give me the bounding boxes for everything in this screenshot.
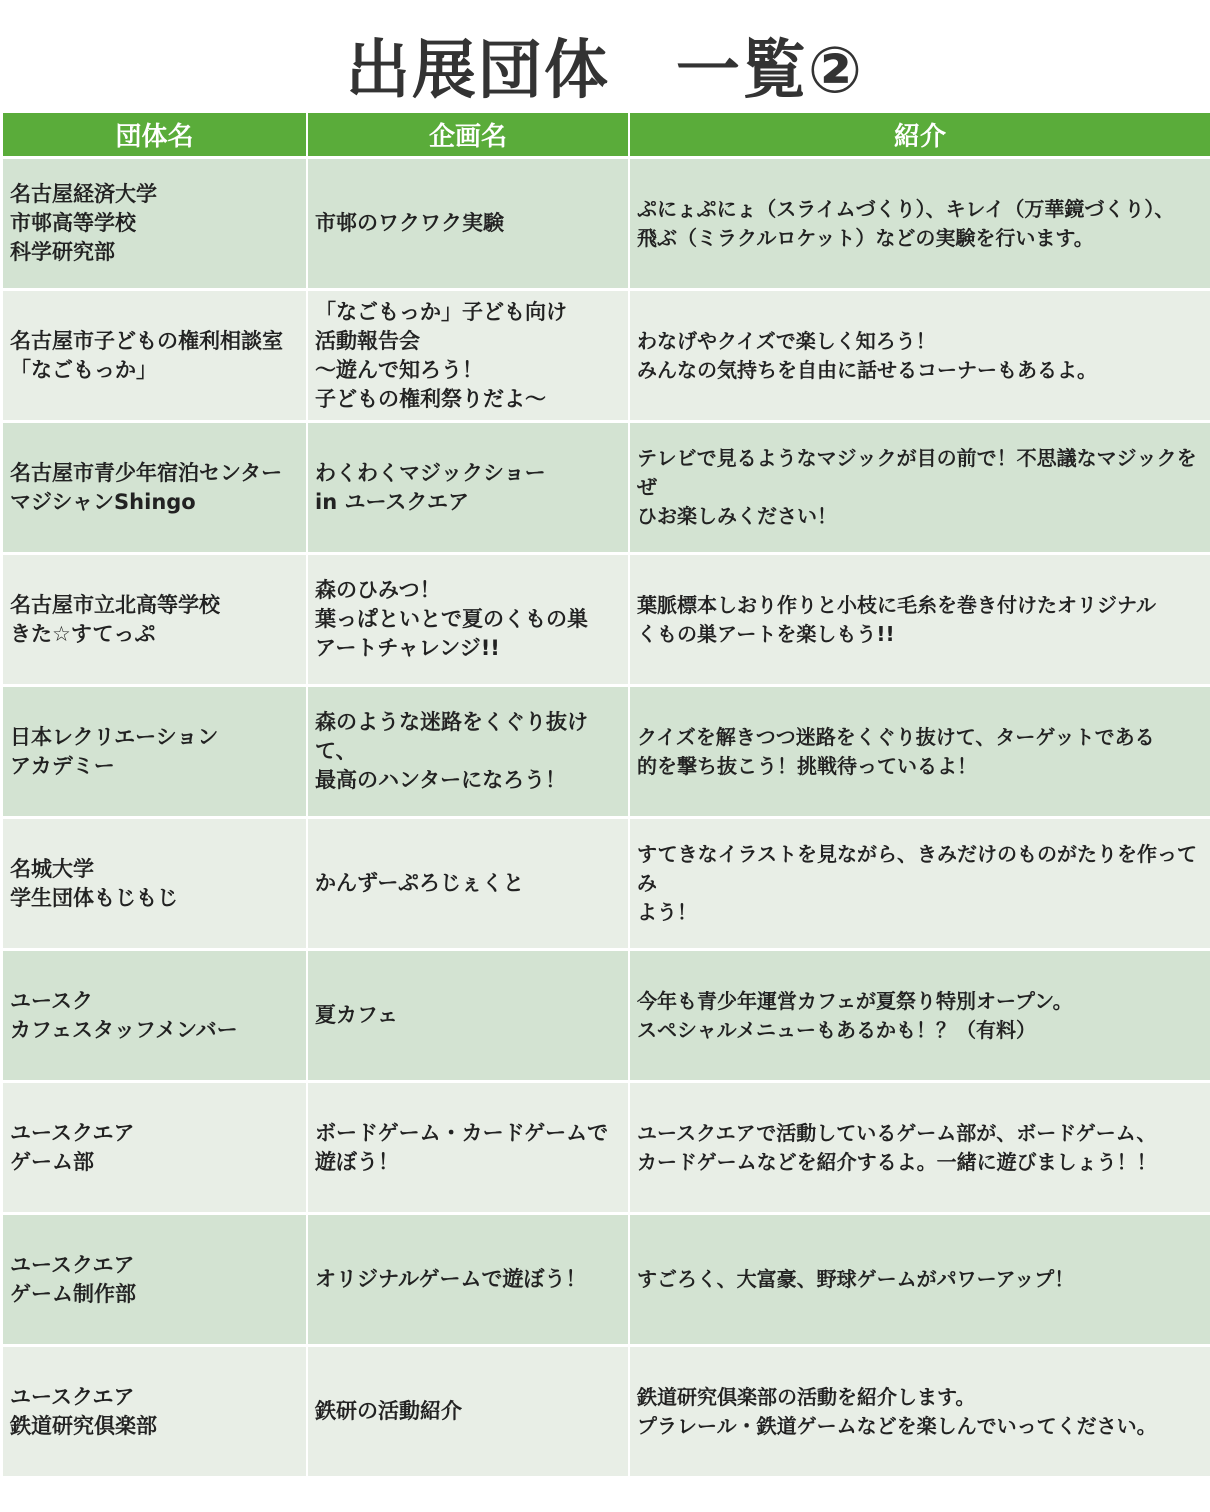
table-row [3,1083,1210,1212]
page-title: 出展団体 一覧② [345,34,865,108]
introduction-cell: テレビで見るようなマジックが目の前で！不思議なマジックをぜ ひお楽しみください！ [630,423,1210,552]
project-name-cell: わくわくマジックショー in ユースクエア [308,423,630,552]
introduction-cell: 鉄道研究倶楽部の活動を紹介します。 プラレール・鉄道ゲームなどを楽しんでいってください。 [630,1347,1210,1476]
table-row [3,1215,1210,1344]
project-name-cell: 「なごもっか」子ども向け 活動報告会 ～遊んで知ろう！ 子どもの権利祭りだよ～ [308,291,630,420]
project-name-cell: 森のような迷路をくぐり抜けて、 最高のハンターになろう！ [308,687,630,816]
table-header [3,113,1210,159]
project-name-cell: かんずーぷろじぇくと [308,819,630,948]
introduction-cell: ユースクエアで活動しているゲーム部が、ボードゲーム、 カードゲームなどを紹介するよ。一緒に遊びましょう！！ [630,1083,1210,1212]
project-name-cell: ボードゲーム・カードゲームで 遊ぼう！ [308,1083,630,1212]
group-name-cell: ユースクエア ゲーム部 [3,1083,308,1212]
group-name-cell: ユースク カフェスタッフメンバー [3,951,308,1080]
introduction-cell: すてきなイラストを見ながら、きみだけのものがたりを作ってみ よう！ [630,819,1210,948]
table-row [3,555,1210,684]
project-name-cell: 森のひみつ！ 葉っぱといとで夏のくもの巣 アートチャレンジ!! [308,555,630,684]
introduction-cell: わなげやクイズで楽しく知ろう！ みんなの気持ちを自由に話せるコーナーもあるよ。 [630,291,1210,420]
group-name-cell: 名古屋市立北高等学校 きた☆すてっぷ [3,555,308,684]
project-name-cell: 市邨のワクワク実験 [308,159,630,288]
table-body [3,159,1210,1479]
project-name-cell: 夏カフェ [308,951,630,1080]
table-row [3,819,1210,948]
group-name-cell: 名古屋市子どもの権利相談室 「なごもっか」 [3,291,308,420]
group-name-cell: 日本レクリエーション アカデミー [3,687,308,816]
table-row [3,687,1210,816]
group-name-cell: ユースクエア ゲーム制作部 [3,1215,308,1344]
table-row [3,1347,1210,1476]
table-row [3,951,1210,1080]
project-name-cell: 鉄研の活動紹介 [308,1347,630,1476]
introduction-cell: すごろく、大富豪、野球ゲームがパワーアップ！ [630,1215,1210,1344]
group-name-cell: 名古屋市青少年宿泊センター マジシャンShingo [3,423,308,552]
table-row [3,159,1210,288]
table-row [3,423,1210,552]
project-name-cell: オリジナルゲームで遊ぼう！ [308,1215,630,1344]
header-introduction: 紹介 [630,113,1210,156]
group-name-cell: 名古屋経済大学 市邨高等学校 科学研究部 [3,159,308,288]
group-name-cell: 名城大学 学生団体もじもじ [3,819,308,948]
introduction-cell: 葉脈標本しおり作りと小枝に毛糸を巻き付けたオリジナル くもの巣アートを楽しもう!! [630,555,1210,684]
header-group-name: 団体名 [3,113,308,156]
introduction-cell: 今年も青少年運営カフェが夏祭り特別オープン。 スペシャルメニューもあるかも！？（有料） [630,951,1210,1080]
introduction-cell: クイズを解きつつ迷路をくぐり抜けて、ターゲットである 的を撃ち抜こう！挑戦待っているよ！ [630,687,1210,816]
table-row [3,291,1210,420]
group-name-cell: ユースクエア 鉄道研究倶楽部 [3,1347,308,1476]
header-project-name: 企画名 [308,113,630,156]
introduction-cell: ぷにょぷにょ（スライムづくり）、キレイ（万華鏡づくり）、 飛ぶ（ミラクルロケット）などの実験を行います。 [630,159,1210,288]
